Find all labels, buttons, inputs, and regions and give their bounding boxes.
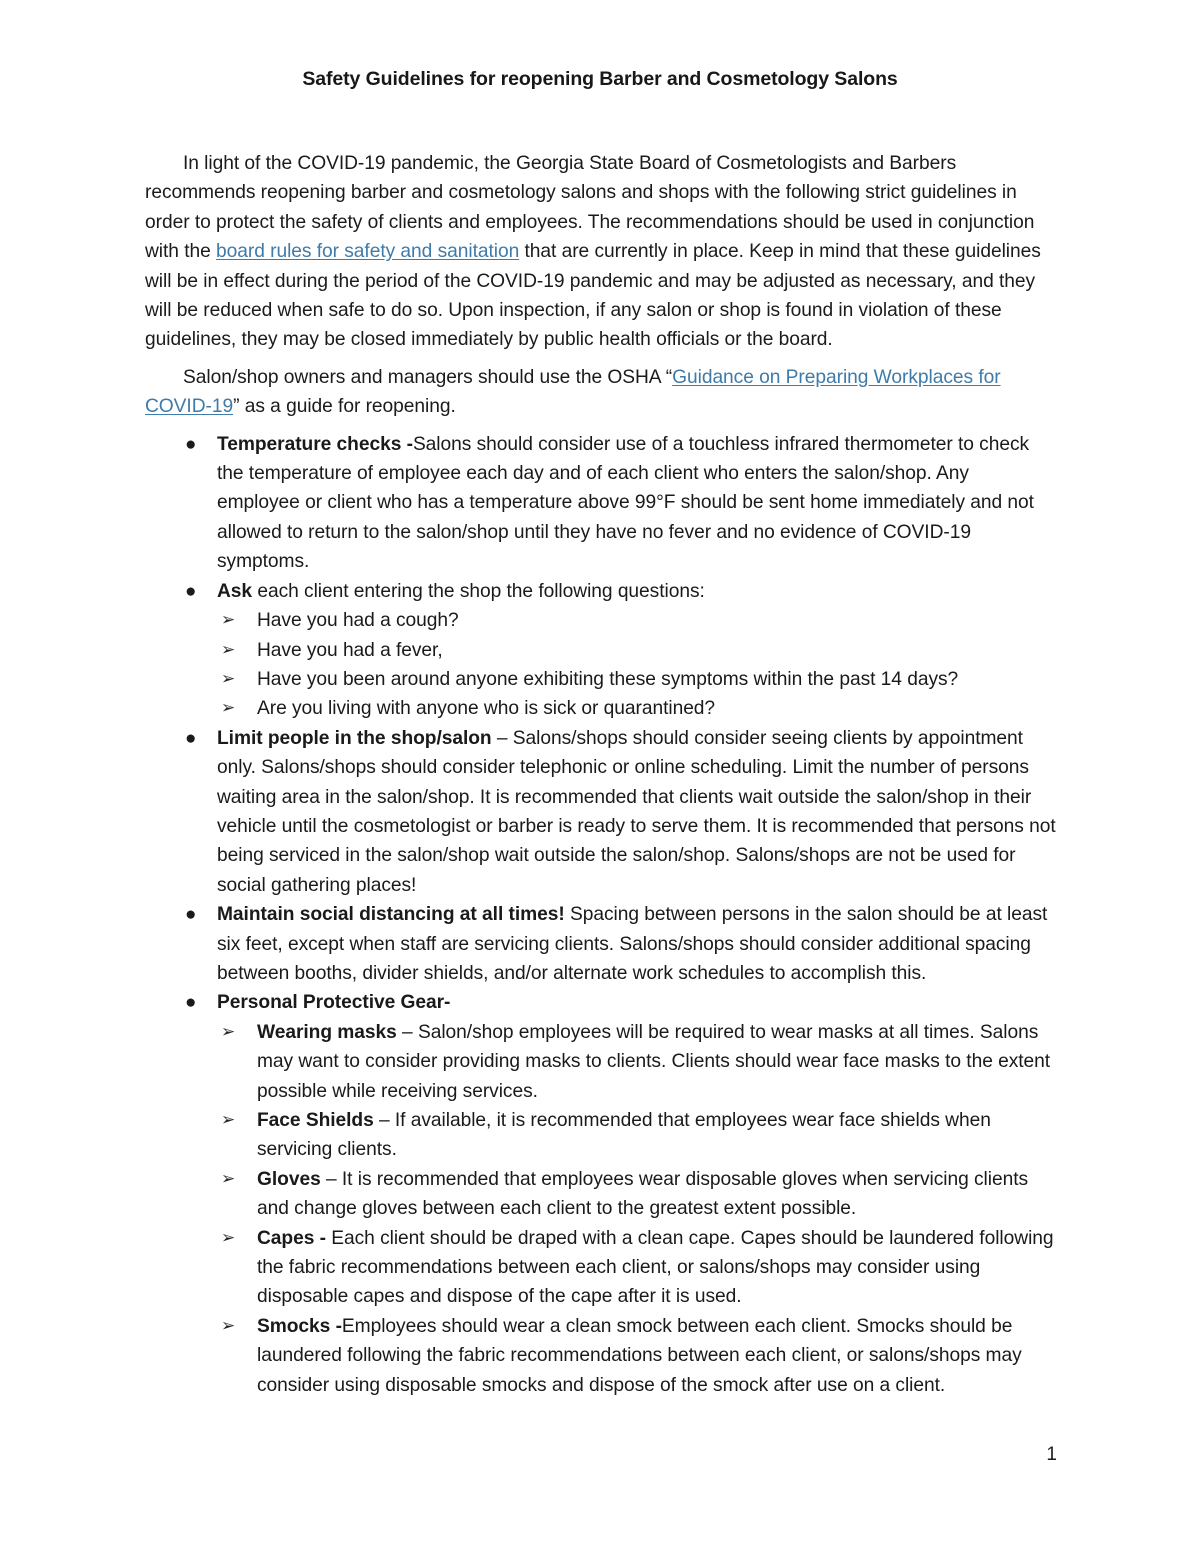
- osha-paragraph-part2: ” as a guide for reopening.: [233, 396, 456, 418]
- list-item-text: – Salons/shops should consider seeing clients by appointment only. Salons/shops should consider telephonic or online scheduling. Limit the number of persons waiting area in the salon/shop. It is recommended that clients wait outside the salon/shop in their vehicle until the cosmetologist or barber is ready to serve them. It is recommended that persons not being serviced in the salon/shop wait outside the salon/shop. Salons/shops are not be used for social gathering places!: [217, 727, 1056, 896]
- arrow-bullet-icon: ➢: [221, 610, 236, 631]
- list-item-text: Have you had a fever,: [257, 639, 443, 661]
- list-item-text: Have you had a cough?: [257, 610, 459, 632]
- bullet-dot-icon: ●: [185, 433, 197, 455]
- list-item-text: – It is recommended that employees wear disposable gloves when servicing clients and change gloves between each client to the greatest extent possible.: [257, 1168, 1029, 1220]
- list-item-question-fever: [217, 636, 1057, 665]
- list-item-lead: Ask: [217, 580, 253, 602]
- list-item-question-quarantine: [217, 694, 1057, 723]
- list-item-text: each client entering the shop the following questions:: [252, 580, 705, 602]
- bullet-dot-icon: ●: [185, 580, 197, 602]
- ppe-list: [217, 1018, 1057, 1400]
- arrow-bullet-icon: ➢: [221, 1315, 236, 1336]
- list-item-lead: Face Shields: [257, 1110, 374, 1131]
- arrow-bullet-icon: ➢: [221, 668, 236, 689]
- list-item-capes: [217, 1224, 1057, 1312]
- page-number: 1: [1046, 1444, 1057, 1465]
- list-item-wearing-masks: [217, 1018, 1057, 1106]
- arrow-bullet-icon: ➢: [221, 1168, 236, 1189]
- bullet-dot-icon: ●: [185, 904, 197, 926]
- intro-paragraph: [145, 149, 1057, 355]
- list-item-gloves: [217, 1165, 1057, 1224]
- osha-guidance-link[interactable]: Guidance on Preparing Workplaces for COVID-19: [145, 366, 1001, 418]
- list-item-personal-protective-gear: [145, 988, 1057, 1400]
- list-item-lead: Smocks -: [257, 1315, 342, 1337]
- list-item-lead: Wearing masks: [257, 1021, 397, 1043]
- list-item-text: Each client should be draped with a clean cape. Capes should be laundered following the fabric recommendations between each client, or salons/shops may consider using disposable capes and dispose of the cape after it is used.: [257, 1227, 1054, 1308]
- arrow-bullet-icon: ➢: [221, 1021, 236, 1042]
- list-item-social-distancing: [145, 900, 1057, 988]
- list-item-text: Employees should wear a clean smock between each client. Smocks should be laundered following the fabric recommendations between each client, or salons/shops may consider using disposable smocks and dispose of the smock after use on a client.: [257, 1315, 1022, 1396]
- list-item-limit-people: [145, 724, 1057, 900]
- document-body: [143, 91, 1057, 1400]
- arrow-bullet-icon: ➢: [221, 1227, 236, 1248]
- list-item-lead: Personal Protective Gear-: [217, 992, 451, 1014]
- page-title: Safety Guidelines for reopening Barber and Cosmetology Salons: [302, 68, 898, 90]
- list-item-lead: Temperature checks -: [217, 433, 413, 455]
- list-item-text: Salons should consider use of a touchless infrared thermometer to check the temperature of employee each day and of each client who enters the salon/shop. Any employee or client who has a temperature above 99°F should be sent home immediately and not allowed to return to the salon/shop until they have no fever and no evidence of COVID-19 symptoms.: [217, 433, 1034, 573]
- arrow-bullet-icon: ➢: [221, 639, 236, 660]
- board-rules-link[interactable]: board rules for safety and sanitation: [216, 241, 520, 263]
- list-item-lead: Gloves: [257, 1168, 321, 1190]
- intro-paragraph-part1: In light of the COVID-19 pandemic, the Georgia State Board of Cosmetologists and Barbers recommends reopening barber and cosmetology salons and shops with the following strict guidelines in order to protect the safety of clients and employees. The recommendations should be used in conjunction with the: [145, 153, 1035, 263]
- list-item-temperature-checks: [145, 430, 1057, 577]
- list-item-text: Are you living with anyone who is sick or quarantined?: [257, 698, 716, 720]
- arrow-bullet-icon: ➢: [221, 1110, 236, 1130]
- list-item-lead: Limit people in the shop/salon: [217, 727, 492, 749]
- list-item-text: – Salon/shop employees will be required to wear masks at all times. Salons may want to consider providing masks to clients. Clients should wear face masks to the extent possible while receiving services.: [257, 1021, 1051, 1102]
- bullet-dot-icon: ●: [185, 727, 197, 749]
- list-item-face-shields: [217, 1106, 1057, 1165]
- osha-paragraph: [145, 363, 1057, 422]
- list-item-text: – If available, it is recommended that employees wear face shields when servicing clients.: [257, 1110, 991, 1161]
- screening-questions-list: [217, 606, 1057, 724]
- osha-paragraph-part1: Salon/shop owners and managers should use the OSHA “: [183, 366, 673, 388]
- list-item-smocks: [217, 1312, 1057, 1400]
- list-item-text: Have you been around anyone exhibiting these symptoms within the past 14 days?: [257, 668, 959, 690]
- intro-paragraph-part2: that are currently in place. Keep in mind that these guidelines will be in effect during the period of the COVID-19 pandemic and may be adjusted as necessary, and they will be reduced when safe to do so. Upon inspection, if any salon or shop is found in violation of these guidelines, they may be closed immediately by public health officials or the board.: [145, 241, 1041, 351]
- list-item-lead: Capes -: [257, 1227, 326, 1249]
- bullet-dot-icon: ●: [185, 992, 197, 1014]
- guidelines-list: [145, 430, 1057, 1400]
- list-item-question-cough: [217, 606, 1057, 635]
- list-item-question-exposure: [217, 665, 1057, 694]
- list-item-ask: [145, 577, 1057, 724]
- arrow-bullet-icon: ➢: [221, 698, 236, 719]
- list-item-lead: Maintain social distancing at all times!: [217, 904, 565, 926]
- list-item-text: Spacing between persons in the salon should be at least six feet, except when staff are servicing clients. Salons/shops should consider additional spacing between booths, divider shields, and/or alternate work schedules to accomplish this.: [217, 904, 1048, 984]
